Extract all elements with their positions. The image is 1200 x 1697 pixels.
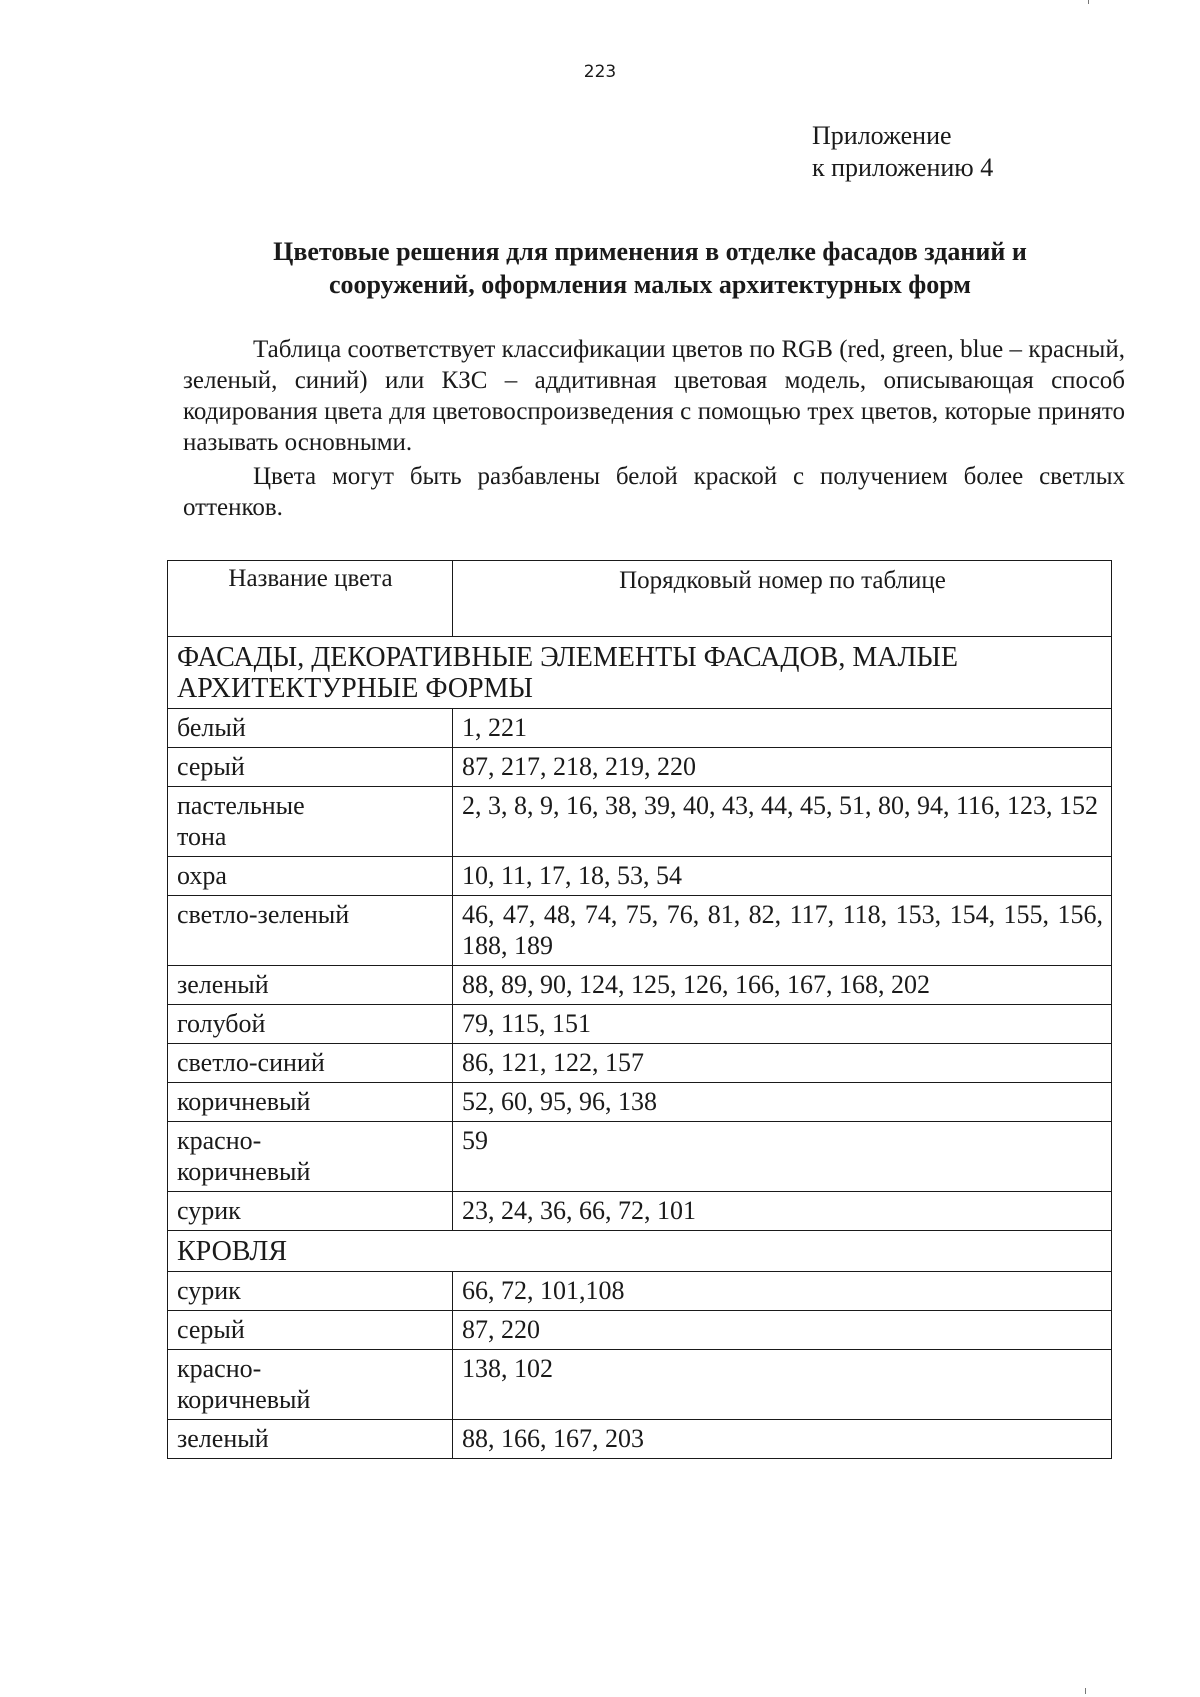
table-row [168,1005,1112,1044]
table-row [168,896,1112,966]
table-row [168,857,1112,896]
color-name-cell: красно-коричневый [168,1350,453,1420]
table-row [168,1192,1112,1231]
color-name-cell: светло-синий [168,1044,453,1083]
color-numbers-cell: 52, 60, 95, 96, 138 [452,1083,1111,1122]
table-row [168,1083,1112,1122]
color-name-cell: серый [168,1311,453,1350]
color-name-cell: зеленый [168,1420,453,1459]
color-name-cell: охра [168,857,453,896]
page-number: 223 [583,62,617,82]
color-numbers-cell: 79, 115, 151 [452,1005,1111,1044]
table-row [168,1420,1112,1459]
table-row [168,1350,1112,1420]
table-row [168,1122,1112,1192]
color-name-cell: пастельные тона [168,787,453,857]
color-name-cell: светло-зеленый [168,896,453,966]
document-title: Цветовые решения для применения в отделке фасадов зданий и сооружений, оформления малых архитектурных форм [273,237,1027,299]
scan-edge-mark-top [1088,0,1089,4]
section-row [168,1231,1112,1272]
color-numbers-cell: 2, 3, 8, 9, 16, 38, 39, 40, 43, 44, 45, 51, 80, 94, 116, 123, 152 [452,787,1111,857]
color-name-cell: коричневый [168,1083,453,1122]
section-title-facades: ФАСАДЫ, ДЕКОРАТИВНЫЕ ЭЛЕМЕНТЫ ФАСАДОВ, МАЛЫЕ АРХИТЕКТУРНЫЕ ФОРМЫ [168,637,1112,709]
intro-paragraph-1: Таблица соответствует классификации цветов по RGB (red, green, blue – красный, зеленый, синий) или КЗС – аддитивная цветовая модель, описывающая способ кодирования цвета для цветовоспроизведения с помощью трех цветов, которые принято называть основными. [183,336,1125,456]
table-row [168,1044,1112,1083]
color-numbers-cell: 87, 217, 218, 219, 220 [452,748,1111,787]
appendix-line-2: к приложению 4 [812,153,994,182]
color-numbers-cell: 66, 72, 101,108 [452,1272,1111,1311]
color-name-cell: зеленый [168,966,453,1005]
color-name-cell: голубой [168,1005,453,1044]
appendix-note [812,120,993,184]
intro-text [183,334,1125,523]
scan-edge-mark-bottom [1085,1688,1086,1694]
color-numbers-cell: 86, 121, 122, 157 [452,1044,1111,1083]
table-row [168,1272,1112,1311]
table-row [168,787,1112,857]
color-numbers-cell: 23, 24, 36, 66, 72, 101 [452,1192,1111,1231]
header-number: Порядковый номер по таблице [452,561,1111,637]
table-row [168,748,1112,787]
color-name-cell: серый [168,748,453,787]
appendix-line-1: Приложение [812,121,952,150]
table-row [168,966,1112,1005]
intro-paragraph-2: Цвета могут быть разбавлены белой краской с получением более светлых оттенков. [183,463,1125,521]
color-table [167,560,1112,1459]
section-row [168,637,1112,709]
color-numbers-cell: 138, 102 [452,1350,1111,1420]
color-numbers-cell: 87, 220 [452,1311,1111,1350]
color-name-cell: белый [168,709,453,748]
color-numbers-cell: 1, 221 [452,709,1111,748]
color-numbers-cell: 10, 11, 17, 18, 53, 54 [452,857,1111,896]
header-color-name: Название цвета [168,561,453,637]
table-row [168,709,1112,748]
color-numbers-cell: 59 [452,1122,1111,1192]
color-numbers-cell: 88, 166, 167, 203 [452,1420,1111,1459]
section-title-roof: КРОВЛЯ [168,1231,1112,1272]
color-numbers-cell: 88, 89, 90, 124, 125, 126, 166, 167, 168, 202 [452,966,1111,1005]
color-numbers-cell: 46, 47, 48, 74, 75, 76, 81, 82, 117, 118, 153, 154, 155, 156, 188, 189 [452,896,1111,966]
table-header-row [168,561,1112,637]
color-name-cell: сурик [168,1192,453,1231]
color-name-cell: красно-коричневый [168,1122,453,1192]
color-name-cell: сурик [168,1272,453,1311]
table-row [168,1311,1112,1350]
